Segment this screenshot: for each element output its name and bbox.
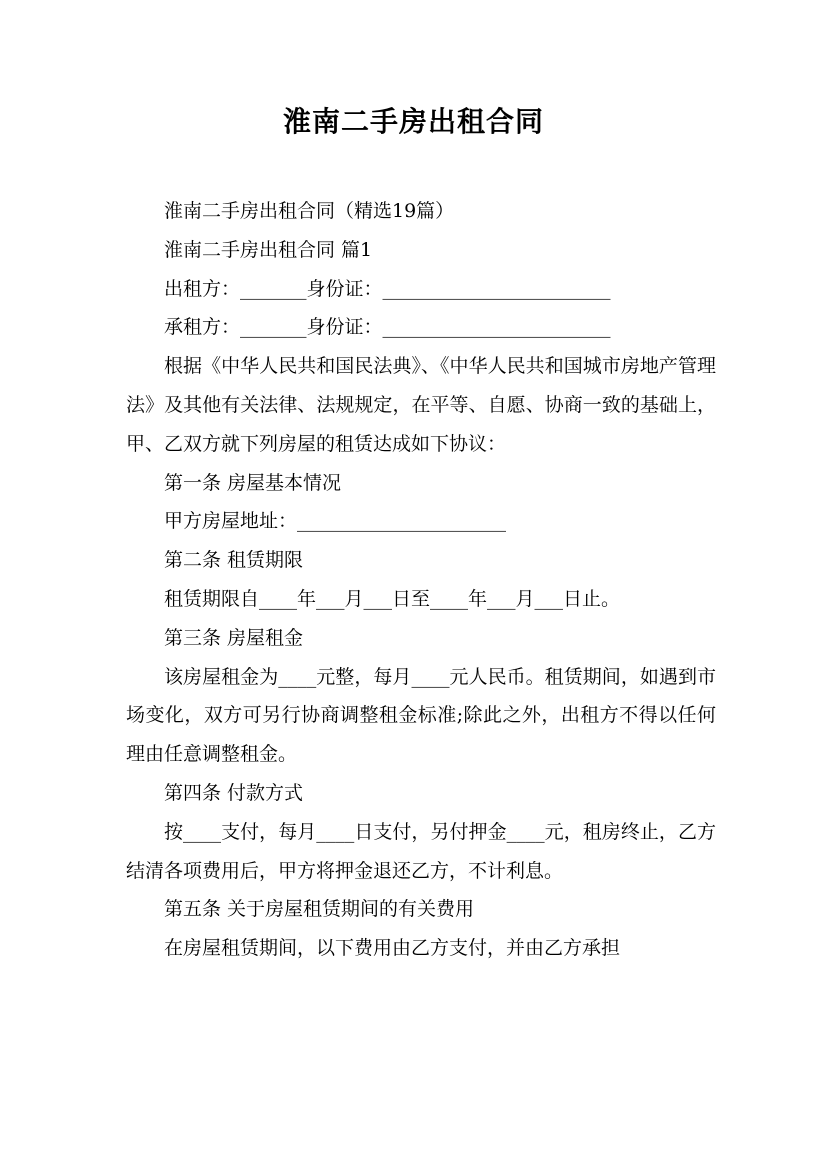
paragraph-preamble: 根据《中华人民共和国民法典》、《中华人民共和国城市房地产管理法》及其他有关法律、法规规定，在平等、自愿、协商一致的基础上，甲、乙双方就下列房屋的租赁达成如下协议： bbox=[126, 355, 716, 455]
document-body bbox=[126, 192, 716, 968]
paragraph-lessor-line: 出租方：_______身份证：________________________ bbox=[164, 277, 611, 300]
article-2-heading: 第二条 租赁期限 bbox=[164, 549, 304, 572]
paragraph-lessee-line: 承租方：_______身份证：________________________ bbox=[164, 316, 611, 339]
article-5-fees: 在房屋租赁期间，以下费用由乙方支付，并由乙方承担 bbox=[164, 937, 621, 960]
article-4-heading: 第四条 付款方式 bbox=[164, 781, 304, 804]
document-title: 淮南二手房出租合同 bbox=[282, 105, 544, 138]
article-3-heading: 第三条 房屋租金 bbox=[164, 626, 304, 649]
article-1-heading: 第一条 房屋基本情况 bbox=[164, 471, 342, 494]
article-1-address: 甲方房屋地址：______________________ bbox=[164, 510, 507, 533]
paragraph-heading-collection: 淮南二手房出租合同（精选19篇） bbox=[164, 200, 455, 222]
article-2-term: 租赁期限自____年___月___日至____年___月___日止。 bbox=[164, 587, 621, 610]
article-5-heading: 第五条 关于房屋租赁期间的有关费用 bbox=[164, 898, 475, 921]
article-3-rent: 该房屋租金为____元整，每月____元人民币。租赁期间，如遇到市场变化，双方可另行协商调整租金标准;除此之外，出租方不得以任何理由任意调整租金。 bbox=[126, 665, 716, 766]
article-4-payment: 按____支付，每月____日支付，另付押金____元，租房终止，乙方结清各项费用后，甲方将押金退还乙方，不计利息。 bbox=[126, 820, 716, 882]
paragraph-heading-part1: 淮南二手房出租合同 篇1 bbox=[164, 238, 373, 261]
